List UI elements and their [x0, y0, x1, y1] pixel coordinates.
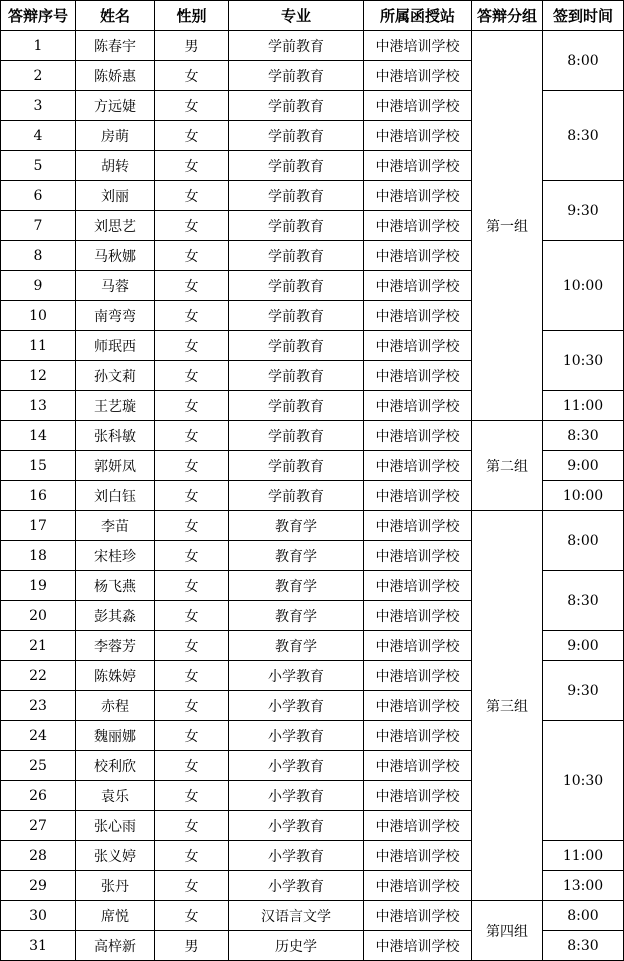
gender-cell: 女 — [155, 751, 229, 781]
table-body — [1, 31, 624, 961]
station-cell: 中港培训学校 — [364, 571, 472, 601]
major-cell: 学前教育 — [229, 91, 364, 121]
major-cell: 教育学 — [229, 601, 364, 631]
station-cell: 中港培训学校 — [364, 631, 472, 661]
station-cell: 中港培训学校 — [364, 541, 472, 571]
seq-cell: 25 — [1, 751, 76, 781]
major-cell: 学前教育 — [229, 241, 364, 271]
station-cell: 中港培训学校 — [364, 121, 472, 151]
checkin-time-cell: 8:30 — [543, 421, 624, 451]
seq-cell: 23 — [1, 691, 76, 721]
name-cell: 彭其淼 — [76, 601, 155, 631]
checkin-time-cell: 8:30 — [543, 931, 624, 961]
header-cell: 专业 — [229, 1, 364, 31]
gender-cell: 女 — [155, 571, 229, 601]
seq-cell: 21 — [1, 631, 76, 661]
major-cell: 学前教育 — [229, 271, 364, 301]
gender-cell: 女 — [155, 451, 229, 481]
station-cell: 中港培训学校 — [364, 211, 472, 241]
major-cell: 小学教育 — [229, 841, 364, 871]
table-row — [1, 31, 624, 61]
gender-cell: 女 — [155, 121, 229, 151]
station-cell: 中港培训学校 — [364, 421, 472, 451]
major-cell: 汉语言文学 — [229, 901, 364, 931]
seq-cell: 31 — [1, 931, 76, 961]
seq-cell: 27 — [1, 811, 76, 841]
seq-cell: 5 — [1, 151, 76, 181]
group-cell: 第四组 — [472, 901, 543, 961]
name-cell: 张丹 — [76, 871, 155, 901]
station-cell: 中港培训学校 — [364, 31, 472, 61]
major-cell: 学前教育 — [229, 31, 364, 61]
major-cell: 小学教育 — [229, 721, 364, 751]
name-cell: 陈娇惠 — [76, 61, 155, 91]
station-cell: 中港培训学校 — [364, 931, 472, 961]
header-cell: 签到时间 — [543, 1, 624, 31]
checkin-time-cell: 10:30 — [543, 721, 624, 841]
station-cell: 中港培训学校 — [364, 901, 472, 931]
name-cell: 胡转 — [76, 151, 155, 181]
seq-cell: 29 — [1, 871, 76, 901]
major-cell: 小学教育 — [229, 811, 364, 841]
station-cell: 中港培训学校 — [364, 661, 472, 691]
seq-cell: 14 — [1, 421, 76, 451]
name-cell: 陈姝婷 — [76, 661, 155, 691]
header-row — [1, 1, 624, 31]
checkin-time-cell: 9:30 — [543, 661, 624, 721]
gender-cell: 女 — [155, 511, 229, 541]
seq-cell: 30 — [1, 901, 76, 931]
major-cell: 学前教育 — [229, 361, 364, 391]
major-cell: 学前教育 — [229, 331, 364, 361]
seq-cell: 12 — [1, 361, 76, 391]
name-cell: 赤程 — [76, 691, 155, 721]
name-cell: 方远婕 — [76, 91, 155, 121]
checkin-time-cell: 8:30 — [543, 91, 624, 181]
major-cell: 小学教育 — [229, 661, 364, 691]
name-cell: 王艺璇 — [76, 391, 155, 421]
gender-cell: 男 — [155, 31, 229, 61]
checkin-time-cell: 9:30 — [543, 181, 624, 241]
gender-cell: 女 — [155, 721, 229, 751]
station-cell: 中港培训学校 — [364, 91, 472, 121]
major-cell: 小学教育 — [229, 781, 364, 811]
seq-cell: 15 — [1, 451, 76, 481]
name-cell: 郭妍凤 — [76, 451, 155, 481]
gender-cell: 女 — [155, 361, 229, 391]
station-cell: 中港培训学校 — [364, 481, 472, 511]
major-cell: 教育学 — [229, 541, 364, 571]
seq-cell: 13 — [1, 391, 76, 421]
name-cell: 马秋娜 — [76, 241, 155, 271]
station-cell: 中港培训学校 — [364, 331, 472, 361]
header-cell: 答辩分组 — [472, 1, 543, 31]
header-cell: 性别 — [155, 1, 229, 31]
seq-cell: 22 — [1, 661, 76, 691]
seq-cell: 11 — [1, 331, 76, 361]
gender-cell: 女 — [155, 391, 229, 421]
group-cell: 第一组 — [472, 31, 543, 421]
checkin-time-cell: 9:00 — [543, 631, 624, 661]
header-cell: 答辩序号 — [1, 1, 76, 31]
station-cell: 中港培训学校 — [364, 61, 472, 91]
major-cell: 教育学 — [229, 571, 364, 601]
checkin-time-cell: 8:00 — [543, 901, 624, 931]
checkin-time-cell: 8:00 — [543, 31, 624, 91]
checkin-time-cell: 10:00 — [543, 241, 624, 331]
name-cell: 高梓新 — [76, 931, 155, 961]
checkin-time-cell: 13:00 — [543, 871, 624, 901]
group-cell: 第二组 — [472, 421, 543, 511]
seq-cell: 8 — [1, 241, 76, 271]
name-cell: 张义婷 — [76, 841, 155, 871]
station-cell: 中港培训学校 — [364, 361, 472, 391]
major-cell: 学前教育 — [229, 181, 364, 211]
checkin-time-cell: 10:00 — [543, 481, 624, 511]
station-cell: 中港培训学校 — [364, 151, 472, 181]
gender-cell: 女 — [155, 331, 229, 361]
seq-cell: 7 — [1, 211, 76, 241]
name-cell: 房萌 — [76, 121, 155, 151]
seq-cell: 9 — [1, 271, 76, 301]
name-cell: 宋桂珍 — [76, 541, 155, 571]
header-cell: 姓名 — [76, 1, 155, 31]
station-cell: 中港培训学校 — [364, 511, 472, 541]
gender-cell: 女 — [155, 601, 229, 631]
seq-cell: 4 — [1, 121, 76, 151]
checkin-time-cell: 11:00 — [543, 841, 624, 871]
gender-cell: 女 — [155, 271, 229, 301]
major-cell: 小学教育 — [229, 751, 364, 781]
major-cell: 学前教育 — [229, 391, 364, 421]
name-cell: 张心雨 — [76, 811, 155, 841]
seq-cell: 2 — [1, 61, 76, 91]
checkin-time-cell: 9:00 — [543, 451, 624, 481]
seq-cell: 28 — [1, 841, 76, 871]
name-cell: 刘白钰 — [76, 481, 155, 511]
seq-cell: 3 — [1, 91, 76, 121]
name-cell: 杨飞燕 — [76, 571, 155, 601]
table-row — [1, 511, 624, 541]
major-cell: 教育学 — [229, 511, 364, 541]
station-cell: 中港培训学校 — [364, 451, 472, 481]
major-cell: 学前教育 — [229, 121, 364, 151]
major-cell: 学前教育 — [229, 421, 364, 451]
station-cell: 中港培训学校 — [364, 781, 472, 811]
station-cell: 中港培训学校 — [364, 181, 472, 211]
name-cell: 魏丽娜 — [76, 721, 155, 751]
seq-cell: 16 — [1, 481, 76, 511]
major-cell: 历史学 — [229, 931, 364, 961]
name-cell: 刘思艺 — [76, 211, 155, 241]
header-cell: 所属函授站 — [364, 1, 472, 31]
name-cell: 袁乐 — [76, 781, 155, 811]
gender-cell: 女 — [155, 781, 229, 811]
name-cell: 南弯弯 — [76, 301, 155, 331]
station-cell: 中港培训学校 — [364, 721, 472, 751]
name-cell: 席悦 — [76, 901, 155, 931]
gender-cell: 女 — [155, 631, 229, 661]
major-cell: 学前教育 — [229, 211, 364, 241]
name-cell: 张科敏 — [76, 421, 155, 451]
checkin-time-cell: 10:30 — [543, 331, 624, 391]
gender-cell: 女 — [155, 901, 229, 931]
seq-cell: 6 — [1, 181, 76, 211]
seq-cell: 10 — [1, 301, 76, 331]
gender-cell: 女 — [155, 421, 229, 451]
gender-cell: 女 — [155, 91, 229, 121]
name-cell: 校利欣 — [76, 751, 155, 781]
station-cell: 中港培训学校 — [364, 601, 472, 631]
group-cell: 第三组 — [472, 511, 543, 901]
station-cell: 中港培训学校 — [364, 241, 472, 271]
name-cell: 李苗 — [76, 511, 155, 541]
station-cell: 中港培训学校 — [364, 301, 472, 331]
seq-cell: 20 — [1, 601, 76, 631]
gender-cell: 女 — [155, 301, 229, 331]
table-row — [1, 421, 624, 451]
station-cell: 中港培训学校 — [364, 811, 472, 841]
gender-cell: 女 — [155, 241, 229, 271]
gender-cell: 女 — [155, 541, 229, 571]
gender-cell: 女 — [155, 871, 229, 901]
seq-cell: 17 — [1, 511, 76, 541]
checkin-time-cell: 11:00 — [543, 391, 624, 421]
seq-cell: 24 — [1, 721, 76, 751]
gender-cell: 女 — [155, 811, 229, 841]
name-cell: 师珉西 — [76, 331, 155, 361]
seq-cell: 1 — [1, 31, 76, 61]
station-cell: 中港培训学校 — [364, 691, 472, 721]
gender-cell: 女 — [155, 151, 229, 181]
station-cell: 中港培训学校 — [364, 391, 472, 421]
seq-cell: 18 — [1, 541, 76, 571]
seq-cell: 19 — [1, 571, 76, 601]
checkin-time-cell: 8:30 — [543, 571, 624, 631]
gender-cell: 女 — [155, 661, 229, 691]
station-cell: 中港培训学校 — [364, 271, 472, 301]
major-cell: 小学教育 — [229, 871, 364, 901]
name-cell: 孙文莉 — [76, 361, 155, 391]
gender-cell: 女 — [155, 481, 229, 511]
name-cell: 刘丽 — [76, 181, 155, 211]
name-cell: 陈春宇 — [76, 31, 155, 61]
gender-cell: 女 — [155, 691, 229, 721]
gender-cell: 女 — [155, 841, 229, 871]
gender-cell: 女 — [155, 181, 229, 211]
major-cell: 学前教育 — [229, 151, 364, 181]
gender-cell: 女 — [155, 211, 229, 241]
major-cell: 教育学 — [229, 631, 364, 661]
gender-cell: 女 — [155, 61, 229, 91]
station-cell: 中港培训学校 — [364, 871, 472, 901]
checkin-time-cell: 8:00 — [543, 511, 624, 571]
major-cell: 小学教育 — [229, 691, 364, 721]
name-cell: 李蓉芳 — [76, 631, 155, 661]
major-cell: 学前教育 — [229, 61, 364, 91]
major-cell: 学前教育 — [229, 301, 364, 331]
name-cell: 马蓉 — [76, 271, 155, 301]
seq-cell: 26 — [1, 781, 76, 811]
major-cell: 学前教育 — [229, 481, 364, 511]
table-row — [1, 901, 624, 931]
major-cell: 学前教育 — [229, 451, 364, 481]
station-cell: 中港培训学校 — [364, 841, 472, 871]
station-cell: 中港培训学校 — [364, 751, 472, 781]
gender-cell: 男 — [155, 931, 229, 961]
